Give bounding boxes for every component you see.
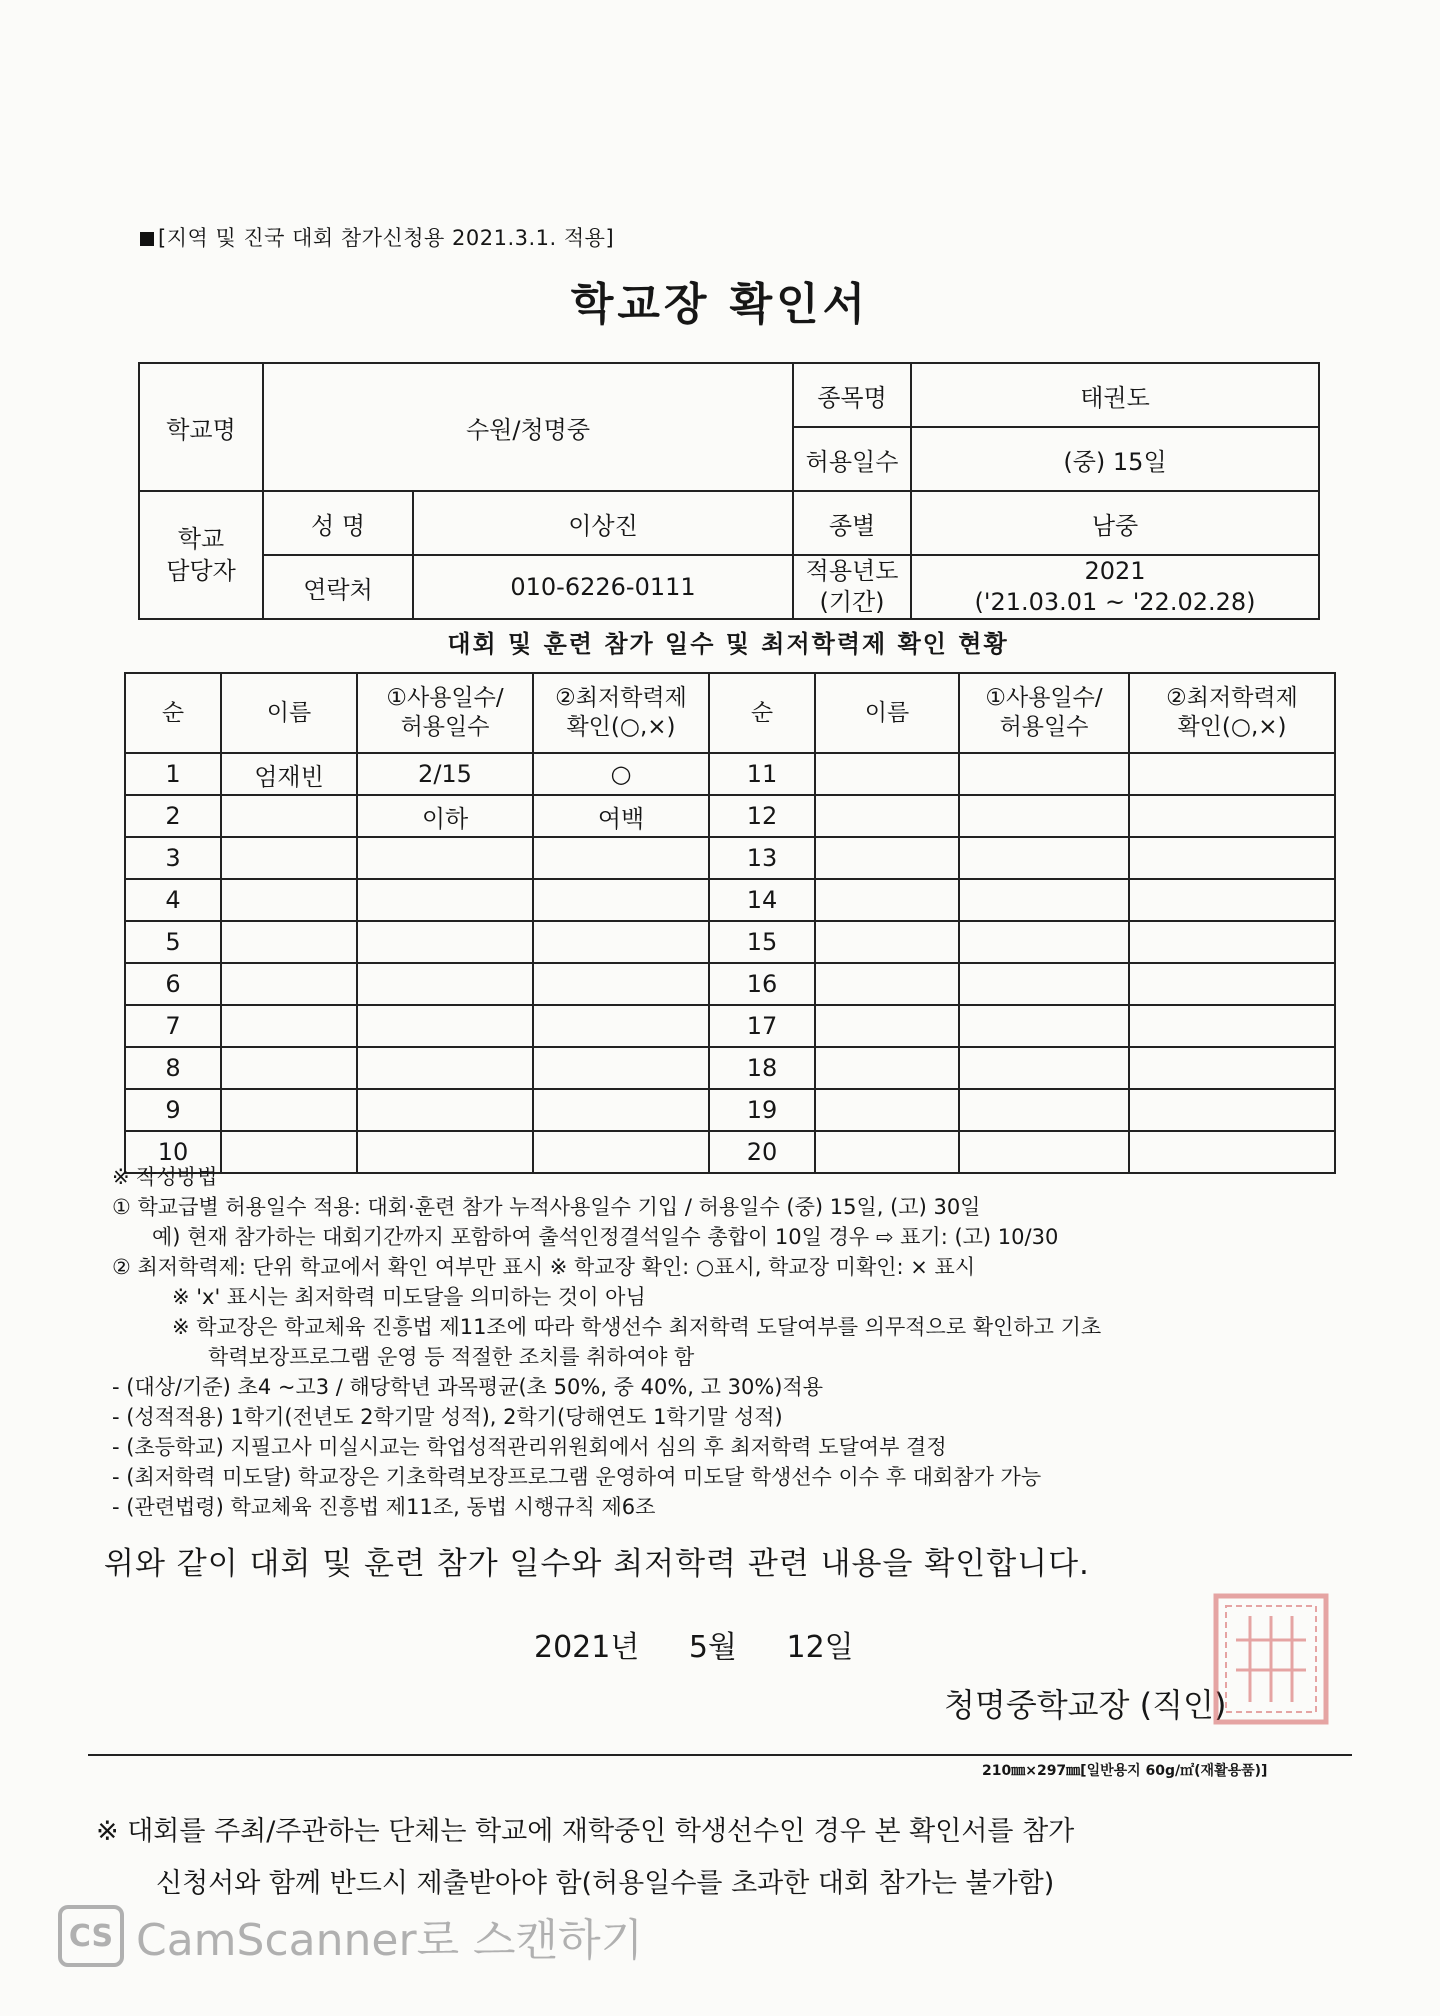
participants-table bbox=[124, 672, 1336, 1174]
header-note: [지역 및 진국 대회 참가신청용 2021.3.1. 적용] bbox=[140, 222, 614, 252]
note-line: - (최저학력 미도달) 학교장은 기초학력보장프로그램 운영하여 미도달 학생선수 이수 후 대회참가 가능 bbox=[112, 1465, 1042, 1489]
header-days: ①사용일수/ 허용일수 bbox=[357, 673, 533, 753]
writing-instructions bbox=[112, 1162, 1352, 1522]
row-check bbox=[1129, 1047, 1335, 1089]
table-row bbox=[125, 879, 1335, 921]
row-name bbox=[815, 753, 959, 795]
row-days: 2/15 bbox=[357, 753, 533, 795]
camscanner-watermark bbox=[58, 1904, 643, 1968]
row-no: 6 bbox=[125, 963, 221, 1005]
row-name bbox=[815, 1047, 959, 1089]
year-value: 2021 ('21.03.01 ~ '22.02.28) bbox=[911, 555, 1319, 619]
footnote bbox=[96, 1806, 1356, 1910]
table-row bbox=[125, 921, 1335, 963]
row-days bbox=[959, 795, 1129, 837]
event-label: 종목명 bbox=[793, 363, 911, 427]
row-check bbox=[1129, 963, 1335, 1005]
allowed-days-value: (중) 15일 bbox=[911, 427, 1319, 491]
note-line: - (초등학교) 지필고사 미실시교는 학업성적관리위원회에서 심의 후 최저학력 도달여부 결정 bbox=[112, 1435, 947, 1459]
row-days bbox=[959, 879, 1129, 921]
note-line: ※ 학교장은 학교체육 진흥법 제11조에 따라 학생선수 최저학력 도달여부를 의무적으로 확인하고 기초 bbox=[172, 1315, 1102, 1339]
row-check bbox=[1129, 879, 1335, 921]
row-no: 13 bbox=[709, 837, 815, 879]
row-days bbox=[959, 837, 1129, 879]
manager-label: 학교 담당자 bbox=[139, 491, 263, 619]
row-name bbox=[815, 879, 959, 921]
name-value: 이상진 bbox=[413, 491, 793, 555]
watermark-text: CamScanner로 스캔하기 bbox=[136, 1915, 644, 1966]
divider bbox=[88, 1754, 1352, 1756]
row-check bbox=[533, 1047, 709, 1089]
row-name: 엄재빈 bbox=[221, 753, 357, 795]
row-check bbox=[533, 879, 709, 921]
square-bullet-icon bbox=[140, 232, 154, 246]
note-line: - (대상/기준) 초4 ~고3 / 해당학년 과목평균(초 50%, 중 40%, 고 30%)적용 bbox=[112, 1375, 824, 1399]
row-name bbox=[815, 837, 959, 879]
row-check: 여백 bbox=[533, 795, 709, 837]
row-no: 7 bbox=[125, 1005, 221, 1047]
row-check bbox=[1129, 753, 1335, 795]
row-name bbox=[815, 1089, 959, 1131]
footnote-line: ※ 대회를 주최/주관하는 단체는 학교에 재학중인 학생선수인 경우 본 확인서를 참가 bbox=[96, 1816, 1075, 1847]
participants-header-row bbox=[125, 673, 1335, 753]
table-row bbox=[125, 1089, 1335, 1131]
row-name bbox=[815, 795, 959, 837]
row-check bbox=[533, 921, 709, 963]
header-name: 이름 bbox=[815, 673, 959, 753]
table-row bbox=[125, 795, 1335, 837]
note-line: ※ 작성방법 bbox=[112, 1165, 218, 1189]
school-label: 학교명 bbox=[139, 363, 263, 491]
row-no: 12 bbox=[709, 795, 815, 837]
row-name bbox=[815, 963, 959, 1005]
table-row bbox=[125, 963, 1335, 1005]
row-check bbox=[1129, 795, 1335, 837]
status-title: 대회 및 훈련 참가 일수 및 최저학력제 확인 현황 bbox=[447, 630, 1009, 658]
table-row bbox=[125, 837, 1335, 879]
principal-signature: 청명중학교장 (직인) bbox=[944, 1686, 1227, 1724]
date-day: 12일 bbox=[786, 1630, 854, 1665]
row-check bbox=[533, 1005, 709, 1047]
row-no: 9 bbox=[125, 1089, 221, 1131]
row-days bbox=[357, 921, 533, 963]
row-name bbox=[815, 1005, 959, 1047]
row-name bbox=[221, 1005, 357, 1047]
row-name bbox=[221, 879, 357, 921]
row-days bbox=[357, 1089, 533, 1131]
row-days bbox=[959, 963, 1129, 1005]
page-title: 학교장 확인서 bbox=[570, 279, 870, 330]
header-no: 순 bbox=[709, 673, 815, 753]
row-no: 16 bbox=[709, 963, 815, 1005]
row-name bbox=[221, 921, 357, 963]
row-check bbox=[1129, 837, 1335, 879]
note-line: - (관련법령) 학교체육 진흥법 제11조, 동법 시행규칙 제6조 bbox=[112, 1495, 656, 1519]
note-line: - (성적적용) 1학기(전년도 2학기말 성적), 2학기(당해연도 1학기말 성적) bbox=[112, 1405, 783, 1429]
year-label: 적용년도 (기간) bbox=[793, 555, 911, 619]
row-days bbox=[959, 1047, 1129, 1089]
info-table bbox=[138, 362, 1320, 620]
row-check bbox=[533, 837, 709, 879]
event-value: 태권도 bbox=[911, 363, 1319, 427]
row-days bbox=[357, 1005, 533, 1047]
footnote-line: 신청서와 함께 반드시 제출받아야 함(허용일수를 초과한 대회 참가는 불가함) bbox=[156, 1868, 1055, 1899]
school-value: 수원/청명중 bbox=[263, 363, 793, 491]
table-row bbox=[125, 753, 1335, 795]
row-no: 19 bbox=[709, 1089, 815, 1131]
table-row bbox=[125, 1047, 1335, 1089]
row-days bbox=[959, 1005, 1129, 1047]
row-days bbox=[959, 1089, 1129, 1131]
date-month: 5월 bbox=[688, 1630, 737, 1665]
row-name bbox=[815, 921, 959, 963]
header-check: ②최저학력제 확인(○,×) bbox=[1129, 673, 1335, 753]
row-days bbox=[959, 753, 1129, 795]
row-no: 3 bbox=[125, 837, 221, 879]
confirmation-statement: 위와 같이 대회 및 훈련 참가 일수와 최저학력 관련 내용을 확인합니다. bbox=[104, 1546, 1090, 1582]
name-label: 성 명 bbox=[263, 491, 413, 555]
note-line: 학력보장프로그램 운영 등 적절한 조치를 취하여야 함 bbox=[208, 1345, 695, 1369]
row-no: 17 bbox=[709, 1005, 815, 1047]
row-name bbox=[221, 837, 357, 879]
row-name bbox=[221, 1089, 357, 1131]
gender-value: 남중 bbox=[911, 491, 1319, 555]
row-check bbox=[1129, 1089, 1335, 1131]
row-days bbox=[357, 837, 533, 879]
date-year: 2021년 bbox=[534, 1630, 640, 1665]
allowed-days-label: 허용일수 bbox=[793, 427, 911, 491]
row-no: 15 bbox=[709, 921, 815, 963]
row-check bbox=[533, 1089, 709, 1131]
row-name bbox=[221, 1047, 357, 1089]
contact-label: 연락처 bbox=[263, 555, 413, 619]
row-no: 10 bbox=[125, 1131, 221, 1173]
row-days bbox=[357, 879, 533, 921]
header-days: ①사용일수/ 허용일수 bbox=[959, 673, 1129, 753]
contact-value: 010-6226-0111 bbox=[413, 555, 793, 619]
row-no: 4 bbox=[125, 879, 221, 921]
row-days: 이하 bbox=[357, 795, 533, 837]
note-line: ※ 'x' 표시는 최저학력 미도달을 의미하는 것이 아님 bbox=[172, 1285, 646, 1309]
row-no: 14 bbox=[709, 879, 815, 921]
issue-date bbox=[534, 1622, 894, 1666]
row-no: 8 bbox=[125, 1047, 221, 1089]
note-line: ② 최저학력제: 단위 학교에서 확인 여부만 표시 ※ 학교장 확인: ○표시, 학교장 미확인: × 표시 bbox=[112, 1255, 976, 1279]
paper-spec: 210㎜×297㎜[일반용지 60g/㎡(재활용품)] bbox=[982, 1763, 1268, 1779]
row-no: 11 bbox=[709, 753, 815, 795]
camscanner-logo-icon: CS bbox=[58, 1905, 124, 1967]
header-check: ②최저학력제 확인(○,×) bbox=[533, 673, 709, 753]
row-check bbox=[1129, 1005, 1335, 1047]
row-days bbox=[357, 963, 533, 1005]
row-no: 1 bbox=[125, 753, 221, 795]
row-no: 5 bbox=[125, 921, 221, 963]
header-name: 이름 bbox=[221, 673, 357, 753]
table-row bbox=[125, 1005, 1335, 1047]
gender-label: 종별 bbox=[793, 491, 911, 555]
row-check bbox=[533, 963, 709, 1005]
header-no: 순 bbox=[125, 673, 221, 753]
row-days bbox=[959, 921, 1129, 963]
official-seal-icon bbox=[1210, 1590, 1332, 1728]
row-no: 20 bbox=[709, 1131, 815, 1173]
row-days bbox=[357, 1047, 533, 1089]
row-check bbox=[1129, 921, 1335, 963]
row-no: 2 bbox=[125, 795, 221, 837]
row-no: 18 bbox=[709, 1047, 815, 1089]
row-check: ○ bbox=[533, 753, 709, 795]
note-line: 예) 현재 참가하는 대회기간까지 포함하여 출석인정결석일수 총합이 10일 경우 ⇨ 표기: (고) 10/30 bbox=[152, 1225, 1059, 1249]
row-name bbox=[221, 795, 357, 837]
note-line: ① 학교급별 허용일수 적용: 대회·훈련 참가 누적사용일수 기입 / 허용일수 (중) 15일, (고) 30일 bbox=[112, 1195, 981, 1219]
row-name bbox=[221, 963, 357, 1005]
